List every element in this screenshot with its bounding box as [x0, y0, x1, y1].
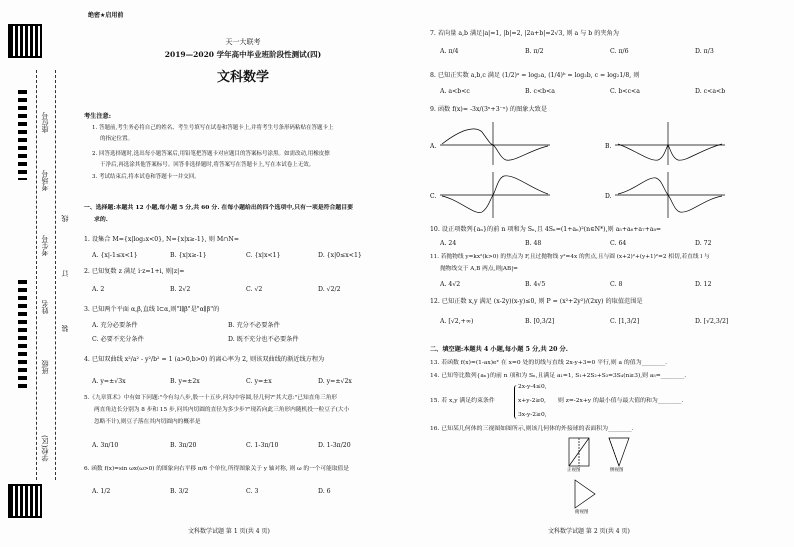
binding-label-name: 姓名	[41, 300, 49, 314]
cut-line	[36, 70, 37, 480]
option: D. √2/2	[318, 286, 341, 293]
brace	[514, 385, 518, 419]
question-stem: 9. 函数 f(x)= -3x/(3ˣ+3⁻ˣ) 的图象大致是	[430, 106, 548, 113]
option: B. y=±2x	[170, 378, 200, 385]
binding-label-line: 线	[61, 215, 69, 222]
option: C. 64	[610, 240, 627, 247]
qr-code-icon	[8, 24, 42, 58]
option: D. 既不充分也不必要条件	[228, 336, 299, 343]
question-stem: 2. 已知复数 z 满足 i·z=1+i, 则|z|=	[84, 268, 185, 275]
option: B. π/2	[525, 48, 544, 55]
option: B. 3/2	[170, 488, 189, 495]
option: C. [1,3/2]	[610, 318, 640, 325]
fill-question: 16. 已知某几何体的三视图如图所示,则该几何体的外接球的表面积为________.	[430, 426, 634, 432]
binding-strip	[0, 0, 70, 547]
section-heading: 一、选择题:本题共 12 小题,每小题 5 分,共 60 分. 在每小题给出的四个选项中,只有一项是符合题目要	[84, 204, 354, 211]
option: D. π/3	[695, 48, 714, 55]
option: C. b<c<a	[610, 88, 640, 95]
note-line: 的指定位置。	[100, 136, 134, 142]
question-stem: 11. 若抛物线 y=kx²(k>0) 的焦点为 F,且过抛物线 y²=4x 的焦点,且与圆 (x+2)²+(y+1)²=2 相切,若直线 l 与	[430, 254, 710, 260]
option: C. 1-3π/10	[246, 442, 279, 449]
option: B. c<b<a	[525, 88, 555, 95]
question-stem: 6. 函数 f(x)=sin ωx(ω>0) 的图象向右平移 π/6 个单位,所得图象关于 y 轴对称, 则 ω 的一个可能取值是	[84, 466, 349, 472]
question-stem: 12. 已知正数 x,y 满足 (x-2y)(x-y)≤0, 则 P = (x²+2y²)/(2xy) 的取值范围是	[430, 298, 643, 305]
option: B. 48	[525, 240, 542, 247]
option: D. y=±√2x	[318, 378, 352, 385]
option: C. π/6	[610, 48, 629, 55]
constraint-line: 3x-y-2≥0,	[518, 412, 547, 418]
option: B. 充分不必要条件	[228, 322, 280, 329]
option: C. √2	[246, 286, 263, 293]
question-stem: 忽略不计),则豆子落在其内切圆内的概率是	[94, 419, 201, 425]
option: A. 24	[440, 240, 457, 247]
page-footer: 文科数学试题 第 1 页(共 4 页)	[188, 528, 270, 535]
option: D. c<a<b	[695, 88, 726, 95]
fill-question: 13. 若函数 f(x)=(1-ax)eˣ 在 x=0 处的切线与直线 2x-y+3=0 平行,则 a 的值为________.	[430, 360, 668, 366]
question-stem: 7. 若向量 a,b 满足|a|=1, |b|=2, |2a+b|=2√3, 则 a 与 b 的夹角为	[430, 30, 619, 37]
question-stem: 8. 已知正实数 a,b,c 满足 (1/2)ᵃ = log₂a, (1/4)ᵇ = log₂b, c = log₂1/8, 则	[430, 72, 640, 79]
option: D. 1-3π/20	[318, 442, 351, 449]
option: A. y=±√3x	[92, 378, 126, 385]
option: A. 2	[92, 286, 105, 293]
section-heading: 求的.	[94, 216, 108, 223]
svg-text:A.: A.	[430, 143, 437, 150]
note-line: 2. 回答选择题时,选出每小题答案后,用铅笔把答题卡对应题目的答案标号涂黑。如需改动,用橡皮擦	[92, 151, 330, 157]
question-stem: 4. 已知双曲线 x²/a² - y²/b² = 1 (a>0,b>0) 的离心率为 2, 则该双曲线的渐近线方程为	[84, 356, 325, 363]
option: B. 4√5	[525, 281, 546, 288]
three-view-figure	[565, 436, 645, 520]
svg-text:B.: B.	[605, 143, 612, 150]
option: D. {x|0≤x<1}	[318, 252, 362, 259]
note-line: 干净后,再选涂其他答案标号。回答非选择题时,将答案写在答题卡上,写在本试卷上无效。	[100, 162, 315, 168]
option: C. y=±x	[246, 378, 272, 385]
question-stem: 3. 已知两个平面 α,β,直线 l⊂α,则"l∥β"是"α∥β"的	[84, 306, 220, 313]
option: B. 3π/20	[170, 442, 197, 449]
question-stem: 1. 设集合 M={x|log₂x<0}, N={x|x≥-1}, 则 M∩N=	[84, 236, 240, 243]
fill-question: 则 z=-2x+y 的最小值与最大值的和为________.	[558, 398, 684, 404]
option: A. a<b<c	[440, 88, 470, 95]
constraint-line: x+y-2≥0,	[518, 398, 546, 404]
qr-code-icon	[8, 484, 42, 518]
view-label: 俯视图	[575, 510, 589, 515]
page-footer: 文科数学试题 第 2 页(共 4 页)	[548, 528, 630, 535]
cut-line	[55, 70, 56, 480]
binding-label-seat: 座位号	[41, 112, 49, 133]
constraint-line: 2x-y-4≤0,	[518, 384, 547, 390]
question-stem: 抛物线交于 A,B 两点,则|AB|=	[440, 266, 518, 272]
option: A. {x|-1≤x<1}	[92, 252, 138, 259]
svg-text:C.: C.	[430, 193, 437, 200]
subject-title: 文科数学	[216, 70, 269, 85]
exam-title: 2019—2020 学年高中毕业班阶段性测试(四)	[164, 50, 322, 59]
option: B. {x|x≥-1}	[170, 252, 207, 259]
barcode-stripe	[18, 280, 27, 390]
note-line: 3. 考试结束后,将本试卷和答题卡一并交回。	[92, 174, 200, 180]
question-stem: 10. 设正项数列{aₙ}的前 n 项和为 Sₙ,且 4Sₙ=(1+aₙ)²(n∈N*),则 a₅+a₆+a₇+a₈=	[430, 226, 662, 233]
binding-label-ding: 订	[61, 270, 69, 277]
option: A. 1/2	[92, 488, 111, 495]
binding-label-school: 学校(区)	[41, 435, 49, 462]
svg-text:D.: D.	[605, 193, 612, 200]
option: C. {x|x<1}	[246, 252, 281, 259]
fill-question: 14. 已知等比数列{aₙ}的前 n 项和为 Sₙ,且满足 a₁=1, S₁+2S₂+S₃=3S₄(n≥3),则 a₅=________.	[430, 373, 687, 379]
option: B. [0,3/2]	[525, 318, 555, 325]
option: D. 6	[318, 488, 331, 495]
option: B. 2√2	[170, 286, 191, 293]
question-stem: 5.《九章算术》中有如下问题:"今有勾八步,股一十五步,问勾中容圆,径几何?"其大意:"已知直角三角形	[84, 395, 338, 401]
note-line: 1. 答题前,考生务必将自己的姓名、考生号填写在试卷和答题卡上,并将考生号条形码粘贴在答题卡上	[92, 125, 334, 131]
secret-mark: 绝密★启用前	[88, 12, 124, 19]
option: D. 12	[695, 281, 712, 288]
option: C. 3	[246, 488, 259, 495]
view-label: 正视图	[567, 468, 581, 473]
option: D. 72	[695, 240, 712, 247]
option: A. 4√2	[440, 281, 461, 288]
option: A. π/4	[440, 48, 459, 55]
option: C. 必要不充分条件	[92, 336, 144, 343]
option: A. 3π/10	[92, 442, 119, 449]
fill-question: 15. 若 x,y 满足约束条件	[430, 398, 495, 404]
question-stem: 两直角边长分别为 8 步和 15 步,问其内切圆的直径为多少步?"现若向此三角形内随机投一粒豆子(大小	[94, 407, 350, 413]
option: C. 8	[610, 281, 623, 288]
notes-title: 考生注意:	[84, 113, 112, 120]
view-label: 侧视图	[610, 468, 624, 473]
option: A. [√2,+∞)	[440, 318, 474, 325]
binding-label-class: 班级	[41, 360, 49, 374]
option: A. 充分必要条件	[92, 322, 138, 329]
graph-options-figure	[430, 120, 780, 220]
binding-label-id: 考生号	[41, 235, 49, 256]
org-name: 天一大联考	[225, 38, 261, 46]
section-heading: 二、填空题:本题共 4 小题,每小题 5 分,共 20 分.	[430, 346, 568, 353]
binding-label-zhuang: 装	[61, 325, 69, 332]
barcode-stripe	[18, 90, 27, 180]
binding-label-room: 考场号	[41, 170, 49, 191]
option: D. [√2,3/2]	[695, 318, 729, 325]
